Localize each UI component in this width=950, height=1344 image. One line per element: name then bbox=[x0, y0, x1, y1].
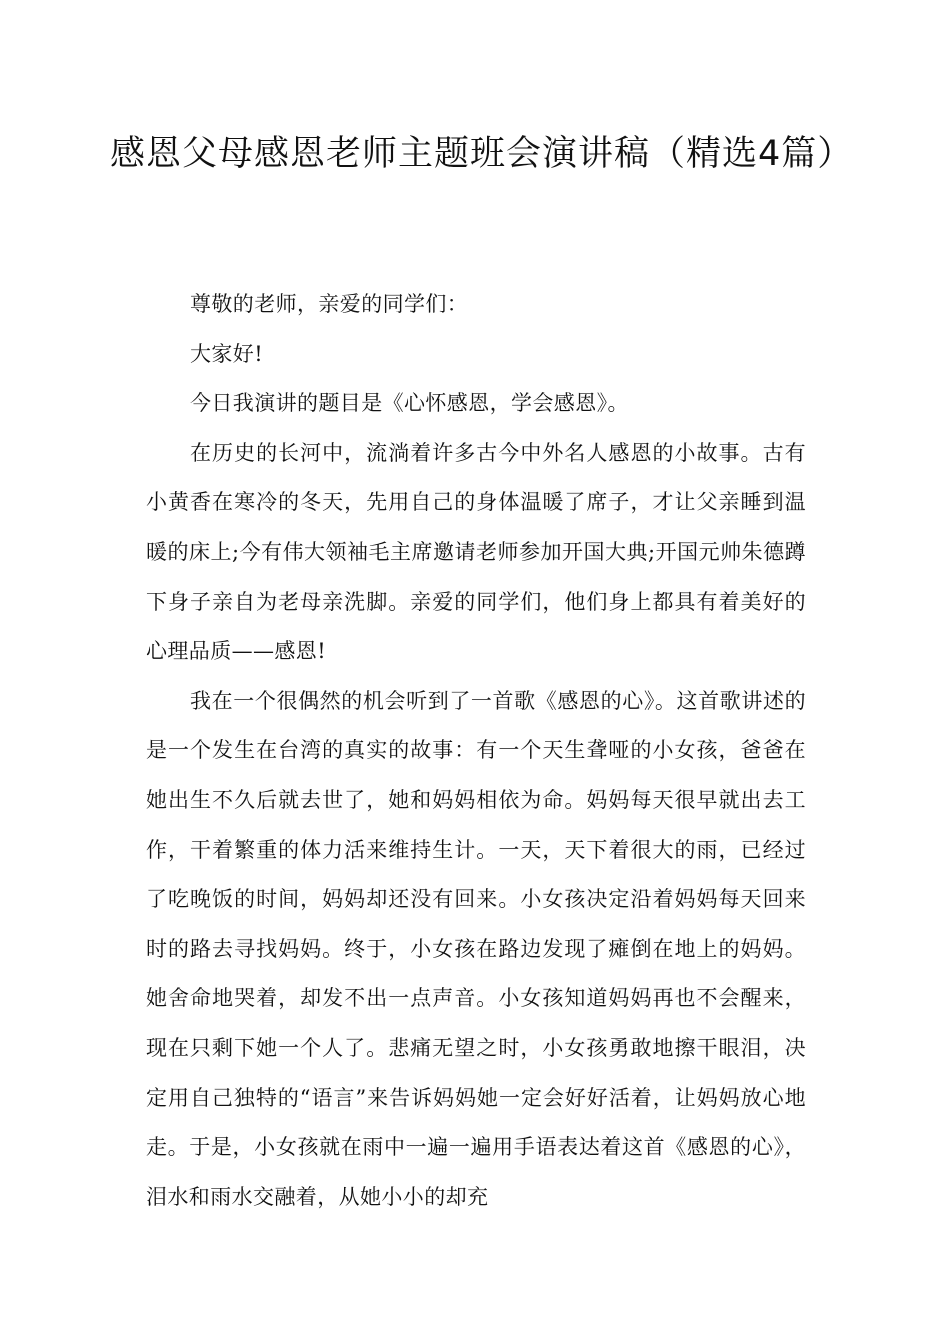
paragraph-history: 在历史的长河中，流淌着许多古今中外名人感恩的小故事。古有小黄香在寒冷的冬天，先用自己的身体温暖了席子，才让父亲睡到温暖的床上;今有伟大领袖毛主席邀请老师参加开国大典;开国元帅朱德蹲下身子亲自为老母亲洗脚。亲爱的同学们，他们身上都具有着美好的心理品质——感恩! bbox=[146, 440, 806, 664]
paragraph-salutation: 尊敬的老师，亲爱的同学们： bbox=[190, 292, 469, 316]
document-title: 感恩父母感恩老师主题班会演讲稿（精选4篇） bbox=[110, 134, 854, 174]
paragraph-greeting: 大家好! bbox=[190, 341, 264, 366]
paragraph-story: 我在一个很偶然的机会听到了一首歌《感恩的心》。这首歌讲述的是一个发生在台湾的真实的故事：有一个天生聋哑的小女孩，爸爸在她出生不久后就去世了，她和妈妈相依为命。妈妈每天很早就出去工作，干着繁重的体力活来维持生计。一天，天下着很大的雨，已经过了吃晚饭的时间，妈妈却还没有回来。小女孩决定沿着妈妈每天回来时的路去寻找妈妈。终于，小女孩在路边发现了瘫倒在地上的妈妈。她舍命地哭着，却发不出一点声音。小女孩知道妈妈再也不会醒来，现在只剩下她一个人了。悲痛无望之时，小女孩勇敢地擦干眼泪，决定用自己独特的“语言”来告诉妈妈她一定会好好活着，让妈妈放心地走。于是，小女孩就在雨中一遍一遍用手语表达着这首《感恩的心》，泪水和雨水交融着，从她小小的却充 bbox=[146, 688, 806, 1209]
document-body bbox=[146, 280, 806, 1222]
paragraph-topic: 今日我演讲的题目是《心怀感恩，学会感恩》。 bbox=[190, 391, 629, 416]
